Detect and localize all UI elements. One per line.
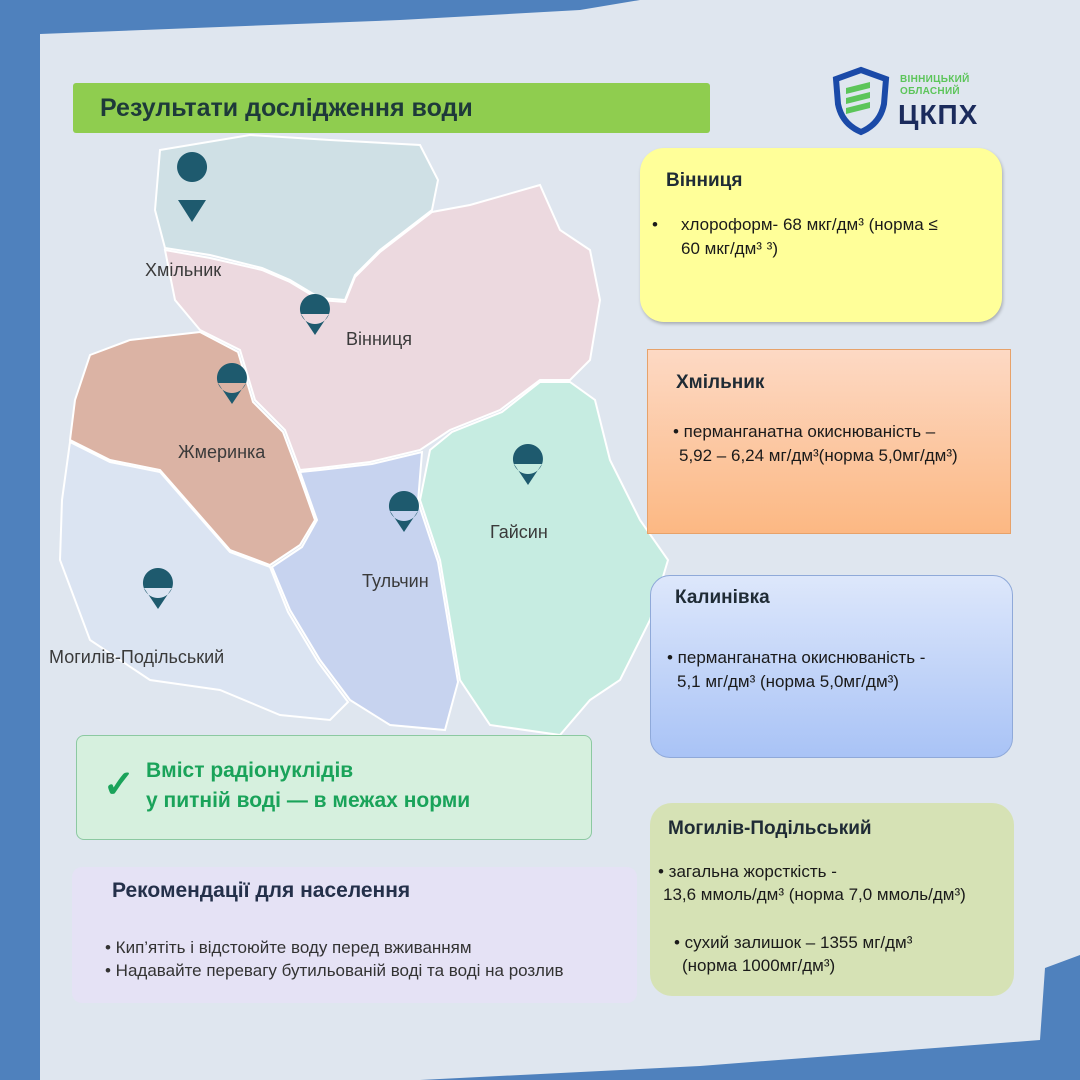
card-line: (норма 1000мг/дм³) (682, 956, 836, 975)
recommendation-item: • Надавайте перевагу бутильованій воді та воді на розлив (105, 961, 564, 980)
card-title: Хмільник (676, 372, 765, 393)
card-khmilnyk (647, 349, 1011, 534)
card-kalynivka (650, 575, 1013, 758)
logo-name: ЦКПХ (898, 99, 979, 130)
note-line2: у питній воді — в межах норми (146, 789, 471, 812)
map-label-mohyliv: Могилів-Подільський (50, 647, 225, 667)
map-label-haisyn: Гайсин (490, 522, 548, 542)
card-line: • сухий залишок – 1355 мг/дм³ (674, 933, 913, 952)
region-map (50, 120, 690, 740)
card-line: • перманганатна окиснюваність - (667, 648, 926, 667)
card-mohyliv (650, 803, 1014, 996)
card-title: Могилів-Подільський (668, 818, 872, 839)
recommendations-box (72, 867, 637, 1003)
recommendations-title: Рекомендації для населення (112, 879, 411, 902)
logo-line2: ОБЛАСНИЙ (900, 86, 960, 97)
bullet: • (652, 215, 658, 234)
recommendation-item: • Кип’ятіть і відстоюйте воду перед вживанням (105, 938, 472, 957)
radionuclide-note (76, 735, 592, 840)
card-line: 5,92 – 6,24 мг/дм³(норма 5,0мг/дм³) (679, 446, 958, 465)
map-label-zhmerynka: Жмеринка (178, 442, 266, 462)
card-line: 5,1 мг/дм³ (норма 5,0мг/дм³) (677, 672, 899, 691)
card-line: хлороформ- 68 мкг/дм³ (норма ≤ (681, 215, 938, 234)
map-label-tulchyn: Тульчин (362, 571, 429, 591)
card-title: Калинівка (675, 587, 770, 608)
logo-line1: ВІННИЦЬКИЙ (900, 74, 970, 85)
map-label-khmilnyk: Хмільник (145, 260, 222, 280)
check-icon: ✓ (103, 764, 135, 806)
shield-logo-icon (830, 66, 892, 136)
card-line: 13,6 ммоль/дм³ (норма 7,0 ммоль/дм³) (663, 885, 966, 904)
page-title: Результати дослідження води (100, 94, 473, 122)
card-vinnytsia (640, 148, 1002, 322)
logo-subtitle (900, 74, 970, 98)
card-line: • загальна жорсткість - (658, 862, 837, 881)
note-line1: Вміст радіонуклідів (146, 759, 354, 782)
card-line: • перманганатна окиснюваність – (673, 422, 936, 441)
logo (830, 66, 990, 136)
map-label-vinnytsia: Вінниця (346, 329, 412, 349)
card-title: Вінниця (666, 170, 743, 191)
card-line: 60 мкг/дм³ ³) (681, 239, 778, 258)
